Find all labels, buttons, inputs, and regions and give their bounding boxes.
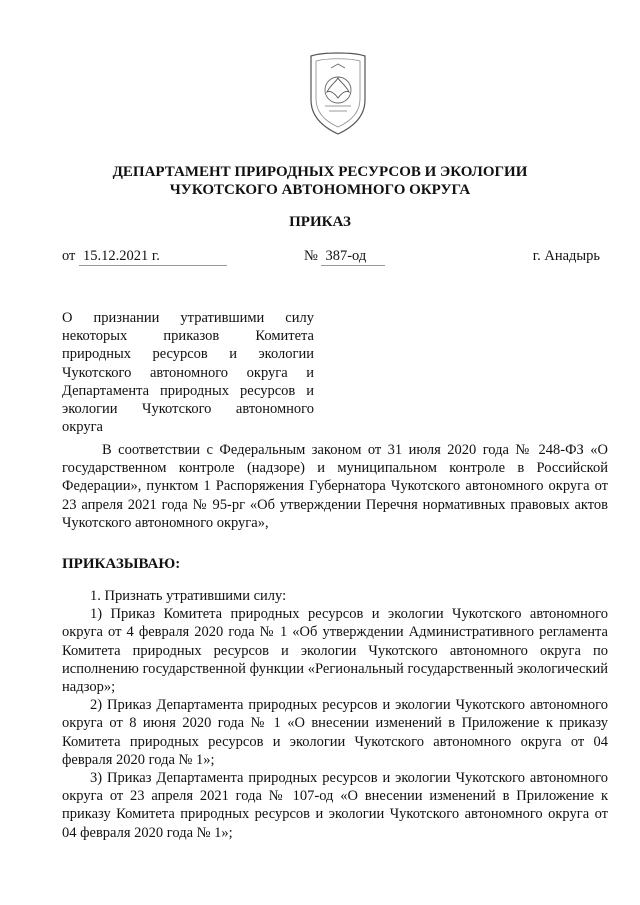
order-number: [304, 248, 385, 266]
order-item: 3) Приказ Департамента природных ресурсов и экологии Чукотского автономного округа от 23 апреля 2021 года № 107-од «О внесении изменений в Приложение к приказу Комитета природных ресурсов и экологии Чукотского автономного округа от 04 февраля 2020 года № 1»;: [62, 770, 608, 841]
department-line-2: ЧУКОТСКОГО АВТОНОМНОГО ОКРУГА: [169, 182, 471, 198]
order-item: 1. Признать утратившими силу:: [90, 588, 287, 604]
number-value: 387-од: [321, 248, 385, 266]
date-value: 15.12.2021 г.: [79, 248, 227, 266]
order-directive: ПРИКАЗЫВАЮ:: [62, 556, 181, 572]
order-subject: О признании утратившими силу некоторых приказов Комитета природных ресурсов и экологии Чукотского автономного округа и Департамента природных ресурсов и экологии Чукотского автономного округа: [62, 310, 314, 436]
order-item: 2) Приказ Департамента природных ресурсов и экологии Чукотского автономного округа от 8 июня 2020 года № 1 «О внесении изменений в Приложение к приказу Комитета природных ресурсов и экологии Чукотского автономного округа от 04 февраля 2020 года № 1»;: [62, 697, 608, 768]
order-item: 1) Приказ Комитета природных ресурсов и экологии Чукотского автономного округа от 4 февраля 2020 года № 1 «Об утверждении Административного регламента Комитета природных ресурсов и экологии Чукотского автономного округа по исполнению государственной функции «Региональный государственный экологический надзор»;: [62, 606, 608, 696]
order-preamble: В соответствии с Федеральным законом от 31 июля 2020 года № 248-ФЗ «О государственном контроле (надзоре) и муниципальном контроле в Российской Федерации», пунктом 1 Распоряжения Губернатора Чукотского автономного округа от 23 апреля 2021 года № 95-рг «Об утверждении Перечня нормативных правовых актов Чукотского автономного округа»,: [62, 442, 608, 531]
number-prefix: №: [304, 248, 318, 264]
date-prefix: от: [62, 248, 76, 264]
order-items: [62, 587, 608, 842]
department-line-1: ДЕПАРТАМЕНТ ПРИРОДНЫХ РЕСУРСОВ И ЭКОЛОГИИ: [112, 164, 528, 180]
order-date: [62, 248, 227, 266]
document-type-title: ПРИКАЗ: [289, 214, 351, 230]
department-name: [0, 163, 640, 199]
coat-of-arms-emblem-icon: [303, 48, 373, 138]
order-city: г. Анадырь: [532, 248, 600, 264]
